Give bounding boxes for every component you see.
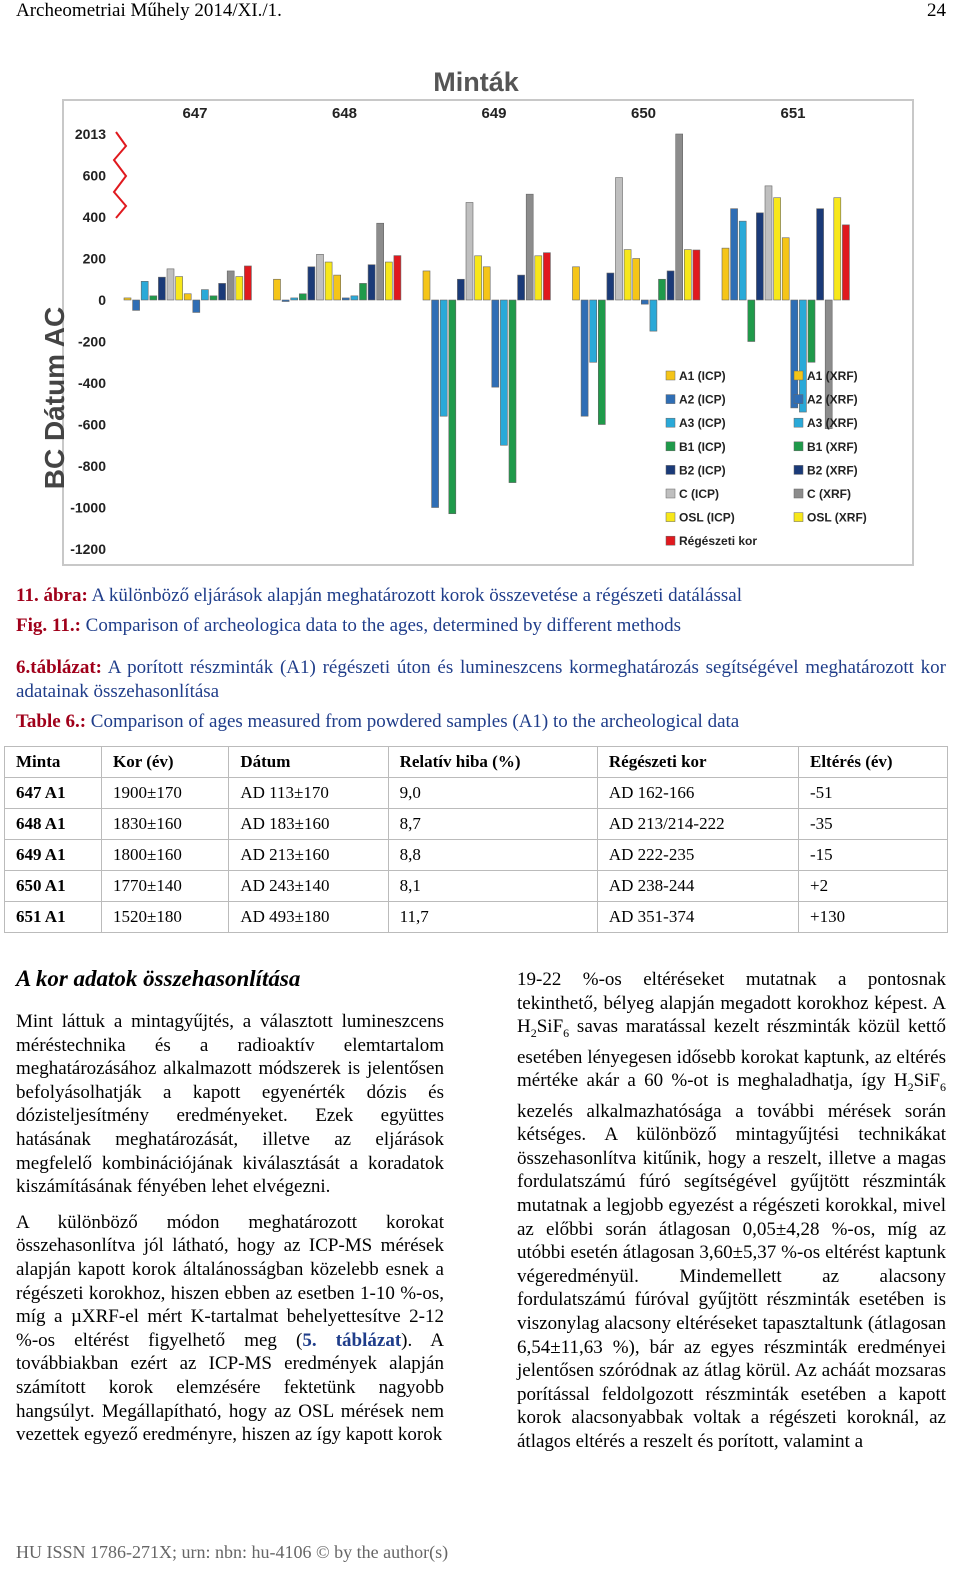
bar xyxy=(184,294,191,300)
bar xyxy=(834,198,841,300)
legend-swatch xyxy=(666,371,675,380)
legend-swatch xyxy=(666,465,675,474)
bar xyxy=(219,283,226,300)
bar xyxy=(176,277,183,300)
header-cell: Relatív hiba (%) xyxy=(388,747,597,778)
legend-swatch xyxy=(666,513,675,522)
bar xyxy=(360,283,367,300)
bar xyxy=(282,300,289,302)
bar xyxy=(624,250,631,300)
bar xyxy=(150,296,157,300)
bar xyxy=(808,300,815,362)
bar xyxy=(440,300,447,416)
caption-label: Table 6.: xyxy=(16,711,87,732)
table-cell: 1770±140 xyxy=(102,871,229,902)
table-cell: AD 222-235 xyxy=(597,840,798,871)
bar xyxy=(598,300,605,425)
bar xyxy=(167,269,174,300)
section-heading: A kor adatok összehasonlítása xyxy=(16,966,301,991)
legend-label: C (ICP) xyxy=(679,487,719,501)
bar xyxy=(317,254,324,300)
legend-label: A2 (ICP) xyxy=(679,392,726,407)
bar xyxy=(667,271,674,300)
bar xyxy=(475,256,482,300)
bar xyxy=(325,262,332,300)
bar xyxy=(457,279,464,300)
journal-title: Archeometriai Műhely 2014/XI./1. xyxy=(16,0,282,21)
bar xyxy=(791,300,798,408)
bar xyxy=(765,186,772,300)
caption-text: Comparison of archeologica data to the ages, determined by different methods xyxy=(80,615,681,636)
bar xyxy=(782,238,789,300)
category-label: 648 xyxy=(331,105,358,122)
legend-swatch xyxy=(794,395,803,404)
y-tick-label: -600 xyxy=(77,416,106,433)
table-cell: AD 213±160 xyxy=(229,840,388,871)
footer: HU ISSN 1786-271X; urn: nbn: hu-4106 © by the author(s) xyxy=(16,1542,449,1562)
y-tick-label: -800 xyxy=(77,458,106,474)
table-cell: 651 A1 xyxy=(5,902,102,933)
bar xyxy=(334,275,341,300)
caption-label: Fig. 11.: xyxy=(16,615,81,636)
bar xyxy=(842,225,849,300)
table-cell: 649 A1 xyxy=(5,840,102,871)
category-label: 647 xyxy=(182,105,208,122)
table-cell: AD 243±140 xyxy=(229,871,388,902)
bar xyxy=(676,134,683,300)
table-cell: 9,0 xyxy=(388,778,597,809)
legend-swatch xyxy=(666,536,675,545)
bar xyxy=(543,253,550,300)
legend-label: A1 (ICP) xyxy=(679,369,726,383)
table-cell: AD 113±170 xyxy=(229,778,388,809)
chart-frame xyxy=(63,100,913,565)
table-cell: +130 xyxy=(798,902,947,933)
bar xyxy=(492,300,499,387)
legend-swatch xyxy=(666,418,675,427)
y-tick-label: -200 xyxy=(77,333,106,350)
table-cell: -15 xyxy=(798,840,947,871)
age-comparison-chart xyxy=(0,58,960,570)
left-column xyxy=(16,1010,444,1459)
table-cell: AD 183±160 xyxy=(229,809,388,840)
bar xyxy=(500,300,507,445)
legend-label: A2 (XRF) xyxy=(807,392,858,407)
table-row xyxy=(5,809,948,840)
bar xyxy=(244,266,251,300)
bar xyxy=(299,294,306,300)
bar xyxy=(449,300,456,514)
page-number: 24 xyxy=(927,0,946,21)
bar xyxy=(731,209,738,300)
legend-label: A1 (XRF) xyxy=(807,369,858,383)
table-reference: 5. táblázat xyxy=(302,1329,402,1351)
legend-label: OSL (ICP) xyxy=(679,510,735,525)
bar xyxy=(158,277,165,300)
table-cell: -35 xyxy=(798,809,947,840)
bar xyxy=(693,250,700,300)
legend-label: B1 (ICP) xyxy=(679,439,726,454)
bar xyxy=(385,262,392,300)
legend-swatch xyxy=(666,395,675,404)
y-axis-label: BC Dátum AC xyxy=(39,306,70,490)
bar xyxy=(308,267,315,300)
bar xyxy=(466,202,473,300)
bar xyxy=(518,275,525,300)
bar xyxy=(133,300,140,310)
bar xyxy=(201,290,208,300)
figure-caption-en xyxy=(16,614,946,638)
bar xyxy=(432,300,439,508)
caption-label: 6.táblázat: xyxy=(16,657,103,678)
legend-label: B2 (XRF) xyxy=(807,463,858,478)
bar xyxy=(483,267,490,300)
bar xyxy=(351,296,358,300)
paragraph: A különböző módon meghatározott korokat összehasonlítva jól látható, hogy az ICP-MS mérések alapján kapott korok általánosságban közelebb esnek a régészeti korokhoz, hiszen ebben az esetben 1-10 %-os, míg a µXRF-el mért K-tartalmat behelyettesítve 2-12 %-os eltérést figyelhető meg (5. táblázat). A továbbiakban ezért az ICP-MS eredmények alapján számított korok elemzésére fektetünk nagyobb hangsúlyt. Megállapítható, hogy az OSL mérések nem vezettek egyező eredményre, hiszen az így kapott korok xyxy=(16,1211,445,1446)
bar xyxy=(141,281,148,300)
bar xyxy=(616,178,623,300)
y-tick-label: 200 xyxy=(82,250,106,267)
table-cell: 1830±160 xyxy=(102,809,229,840)
y-tick-label: 0 xyxy=(98,292,106,308)
table-cell: 8,8 xyxy=(388,840,597,871)
table-caption-en xyxy=(16,710,946,734)
table-cell: 647 A1 xyxy=(5,778,102,809)
bar xyxy=(641,300,648,304)
legend-label: B2 (ICP) xyxy=(679,463,726,478)
category-label: 651 xyxy=(780,105,806,122)
legend-swatch xyxy=(794,371,803,380)
bar xyxy=(590,300,597,362)
bar xyxy=(659,279,666,300)
category-label: 649 xyxy=(481,105,507,122)
bar xyxy=(124,298,131,300)
table-cell: 1900±170 xyxy=(102,778,229,809)
table-cell: AD 493±180 xyxy=(229,902,388,933)
bar xyxy=(650,300,657,331)
header-cell: Minta xyxy=(5,747,102,778)
header-cell: Eltérés (év) xyxy=(798,747,947,778)
table-cell: AD 238-244 xyxy=(597,871,798,902)
caption-label: 11. ábra: xyxy=(16,585,88,606)
figure-caption-hu xyxy=(16,584,946,608)
bar xyxy=(774,198,781,300)
y-tick-label: -1000 xyxy=(70,499,106,516)
table-cell: -51 xyxy=(798,778,947,809)
y-tick-label: 2013 xyxy=(74,126,106,142)
legend-label: A3 (ICP) xyxy=(679,416,726,431)
comparison-table xyxy=(4,746,948,933)
legend-swatch xyxy=(666,442,675,451)
y-tick-label: 600 xyxy=(82,167,106,184)
table-row xyxy=(5,902,948,933)
right-column xyxy=(517,968,946,1465)
paragraph: Mint láttuk a mintagyűjtés, a választott lumineszcens méréstechnika és a radioaktív elemtartalom meghatározásához alkalmazott módszerek is jelentősen befolyásolhatják a kapott egyenérték dózis és dózisteljesítmény eredményeket. Ezek együttes hatásának meghatározását, illetve az eljárások megfelelő kombinációjának kiválasztását a koradatok kiszámításának fényében lehet elvégezni. xyxy=(16,1011,444,1198)
bar xyxy=(526,194,533,300)
legend-swatch xyxy=(794,489,803,498)
table-row xyxy=(5,871,948,902)
bar xyxy=(748,300,755,342)
table-row xyxy=(5,840,948,871)
bar xyxy=(193,300,200,312)
header-cell: Dátum xyxy=(229,747,388,778)
table-cell: 8,1 xyxy=(388,871,597,902)
bar xyxy=(342,298,349,300)
table-cell: 11,7 xyxy=(388,902,597,933)
legend-swatch xyxy=(794,418,803,427)
legend-swatch xyxy=(666,489,675,498)
bar xyxy=(368,265,375,300)
y-tick-label: -400 xyxy=(77,375,106,391)
legend-label: Régészeti kor xyxy=(679,534,758,549)
header-cell: Kor (év) xyxy=(102,747,229,778)
header-cell: Régészeti kor xyxy=(597,747,798,778)
legend-swatch xyxy=(794,513,803,522)
table-header-row xyxy=(5,747,948,778)
bar xyxy=(684,250,691,300)
bar xyxy=(633,259,640,301)
bar xyxy=(817,209,824,300)
y-tick-label: -1200 xyxy=(70,541,106,557)
legend-swatch xyxy=(794,442,803,451)
bar xyxy=(291,298,298,300)
bar xyxy=(509,300,516,483)
bar xyxy=(423,271,430,300)
table-caption-hu xyxy=(16,656,946,704)
bar xyxy=(573,267,580,300)
bar xyxy=(377,223,384,300)
table-cell: 8,7 xyxy=(388,809,597,840)
bar xyxy=(274,279,281,300)
bar xyxy=(756,213,763,300)
bar xyxy=(825,300,832,429)
table-cell: 1800±160 xyxy=(102,840,229,871)
legend-swatch xyxy=(794,465,803,474)
table-cell: AD 213/214-222 xyxy=(597,809,798,840)
caption-text: A porított részminták (A1) régészeti úton és lumineszcens kormeghatározás segítségével meghatározott kor adatainak összehasonlítása xyxy=(16,657,946,702)
table-cell: AD 351-374 xyxy=(597,902,798,933)
legend-label: A3 (XRF) xyxy=(807,416,858,431)
legend-label: B1 (XRF) xyxy=(807,439,858,454)
bar xyxy=(227,271,234,300)
table-cell: 648 A1 xyxy=(5,809,102,840)
category-label: 650 xyxy=(630,105,657,122)
paragraph: 19-22 %-os eltéréseket mutatnak a pontosnak tekinthető, bélyeg alapján megadott korokhoz képest. A $H_2SiF_6$ savas maratással kezelt részminták közül kettő esetében lényegesen idősebb korokat kaptunk, az eltérés mértéke akár a 60 %-ot is meghaladhatja, így $H_2SiF_6$ kezelés alkalmazhatósága a további mérések során kétséges. A különböző mintagyűjtési technikákat összehasonlítva kitűnik, hogy a reszelt, illetve a magas fordulatszámú fúró segítségével gyűjtött részminták mutatnak a legjobb egyezést a régészeti korokkal, mivel az előbbi során átlagosan 0,05±4,28 %-os, míg az utóbbi esetén átlagosan 3,60±5,37 %-os eltérést kaptunk végeredményül. Mindemellett az alacsony fordulatszámú fúróval gyűjtött részminták esetében is viszonylag alacsony eltéréseket tapasztaltunk (átlagosan 6,54±11,63 %), bár az egyes részminták eredményei jelentősen szóródnak az átlag körül. Az acháát mozsaras porítással feldolgozott részminták esetében a kapott korok alacsonyabbak voltak a régészeti koroknál, az átlagos eltérés a reszelt és porított, valamint a xyxy=(517,969,946,1452)
caption-text: A különböző eljárások alapján meghatározott korok összevetése a régészeti datálással xyxy=(87,585,742,606)
table-cell: 1520±180 xyxy=(102,902,229,933)
chart-title: Minták xyxy=(433,67,519,97)
legend-label: C (XRF) xyxy=(807,487,851,501)
legend-label: OSL (XRF) xyxy=(807,510,867,525)
bar xyxy=(581,300,588,416)
bar xyxy=(535,256,542,300)
running-header xyxy=(16,0,946,22)
table-row xyxy=(5,778,948,809)
caption-text: Comparison of ages measured from powdered samples (A1) to the archeological data xyxy=(86,711,740,732)
bar xyxy=(739,221,746,300)
y-tick-label: 400 xyxy=(82,209,106,225)
table-cell: +2 xyxy=(798,871,947,902)
bar xyxy=(210,296,217,300)
bar xyxy=(236,277,243,300)
bar xyxy=(722,248,729,300)
table-cell: 650 A1 xyxy=(5,871,102,902)
bar xyxy=(394,256,401,300)
table-cell: AD 162-166 xyxy=(597,778,798,809)
bar xyxy=(607,273,614,300)
